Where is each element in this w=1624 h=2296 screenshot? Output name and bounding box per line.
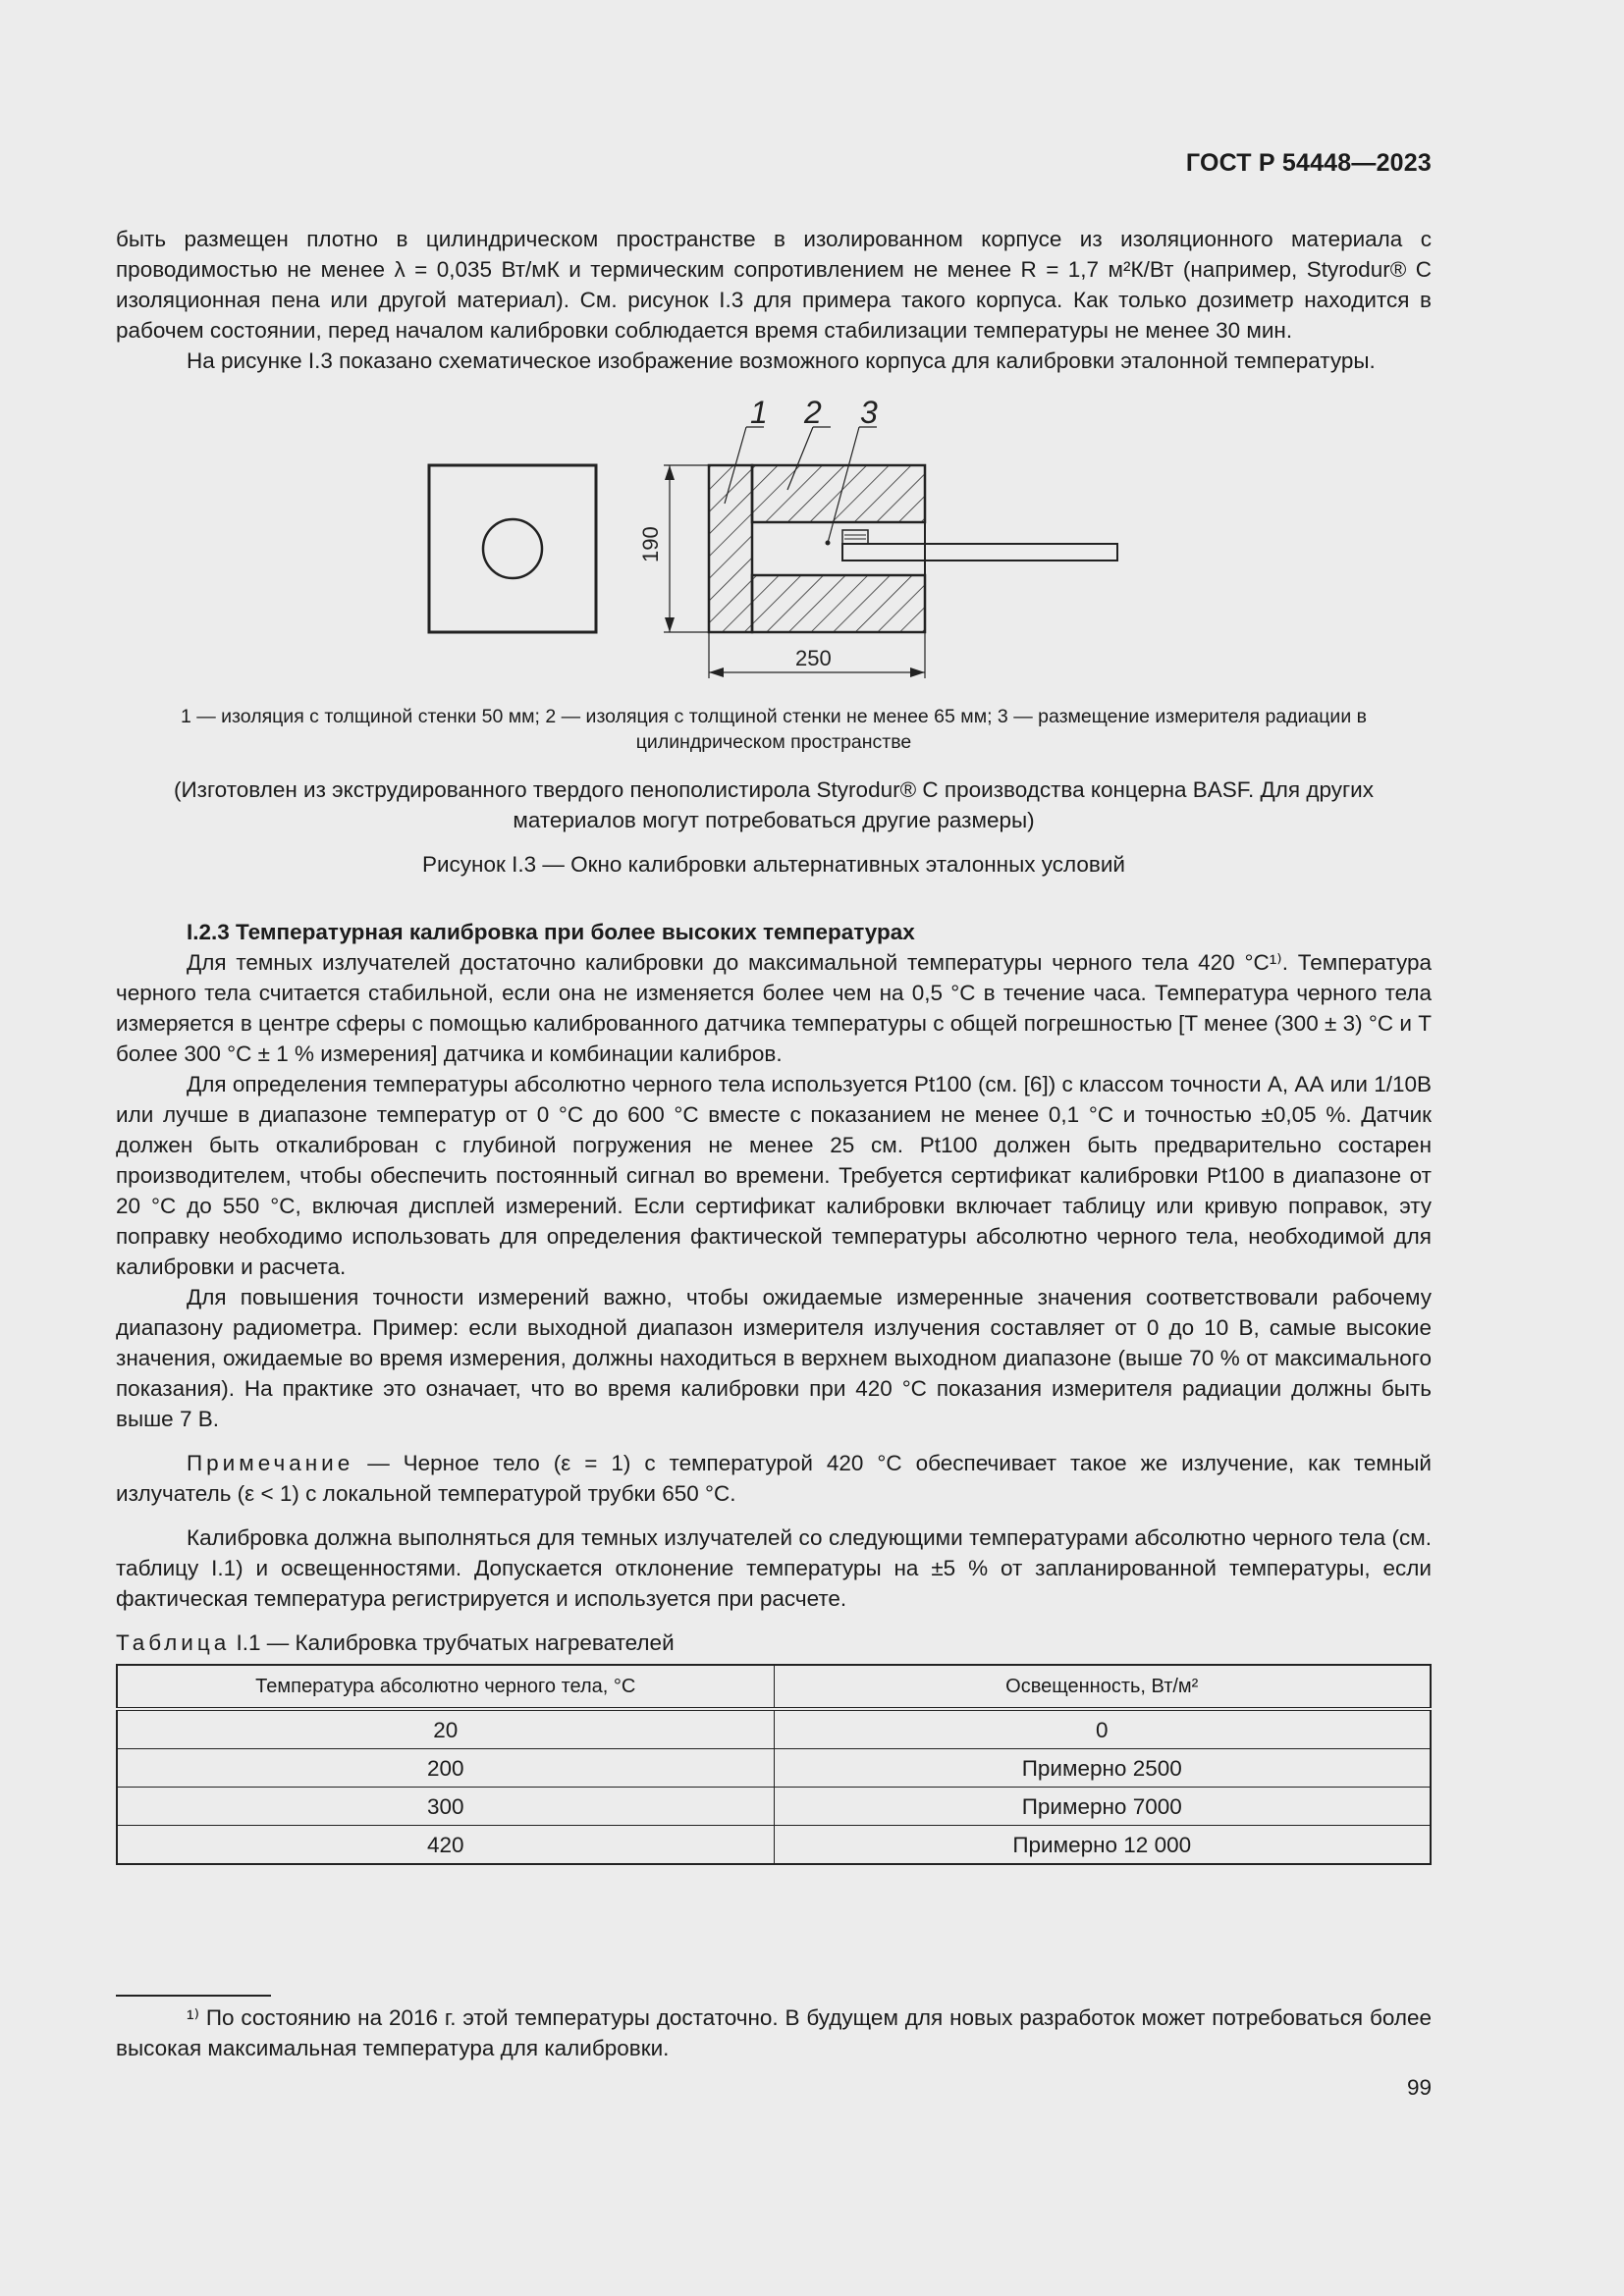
cell-irradiance: 0 <box>774 1709 1431 1749</box>
cylindrical-cavity <box>752 522 925 575</box>
standard-header: ГОСТ Р 54448—2023 <box>1185 149 1432 177</box>
figure-note: (Изготовлен из экструдированного твердого пенополистирола Styrodur® C производства концерна BASF. Для других материалов могут потребоваться другие размеры) <box>173 777 1375 832</box>
page-number: 99 <box>1406 2075 1432 2100</box>
cell-temperature: 200 <box>117 1749 774 1788</box>
table-title <box>116 1628 1432 1658</box>
header-temperature: Температура абсолютно черного тела, °С <box>117 1665 774 1709</box>
section-paragraph-3: Для повышения точности измерений важно, чтобы ожидаемые измеренные значения соответствовали рабочему диапазону радиометра. Пример: если выходной диапазон измерителя излучения составляет от 0 до 10 В, самые высокие значения, ожидаемые во время измерения, должны находиться в верхнем выходном диапазоне (выше 70 % от максимального показания). На практике это означает, что во время калибровки при 420 °С показания измерителя радиации должны быть выше 7 В. <box>116 1285 1432 1431</box>
figure-legend: 1 — изоляция с толщиной стенки 50 мм; 2 — изоляция с толщиной стенки не менее 65 мм; 3 — размещение измерителя радиации в цилиндрическом пространстве <box>180 706 1367 753</box>
cell-temperature: 300 <box>117 1788 774 1826</box>
header-irradiance: Освещенность, Вт/м² <box>774 1665 1431 1709</box>
table-row <box>117 1749 1431 1788</box>
calibration-table <box>116 1664 1432 1865</box>
footnote-rule <box>116 1995 271 1997</box>
insulation-wall-2-top <box>752 465 925 522</box>
footnote: ¹⁾ По состоянию на 2016 г. этой температуры достаточно. В будущем для новых разработок может потребоваться более высокая максимальная температура для калибровки. <box>116 2005 1432 2060</box>
table-row <box>117 1826 1431 1865</box>
table-title-label: Таблица <box>116 1630 231 1655</box>
insulation-wall-1 <box>709 465 752 632</box>
figure-i3 <box>116 394 1432 700</box>
table-row <box>117 1709 1431 1749</box>
cell-temperature: 420 <box>117 1826 774 1865</box>
page-content <box>116 224 1432 1865</box>
callout-2: 2 <box>804 395 822 430</box>
figure-caption: Рисунок I.3 — Окно калибровки альтернативных эталонных условий <box>421 852 1125 877</box>
cell-irradiance: Примерно 2500 <box>774 1749 1431 1788</box>
height-dimension-label: 190 <box>638 526 663 562</box>
sensor-rod <box>842 544 1117 561</box>
cell-temperature: 20 <box>117 1709 774 1749</box>
cell-irradiance: Примерно 12 000 <box>774 1826 1431 1865</box>
insulation-wall-2-bottom <box>752 575 925 632</box>
note <box>116 1448 1432 1509</box>
cell-irradiance: Примерно 7000 <box>774 1788 1431 1826</box>
note-label: Примечание <box>187 1451 354 1475</box>
paragraph-1: быть размещен плотно в цилиндрическом пространстве в изолированном корпусе из изоляционного материала с проводимостью не менее λ = 0,035 Вт/мК и термическим сопротивлением не менее R = 1,7 м²К/Вт (например, Styrodur® C изоляционная пена или другой материал). См. рисунок I.3 для примера такого корпуса. Как только дозиметр находится в рабочем состоянии, перед началом калибровки соблюдается время стабилизации температуры не менее 30 мин. <box>116 227 1432 343</box>
note-text: — Черное тело (ε = 1) с температурой 420 °С обеспечивает такое же излучение, как темный излучатель (ε < 1) с локальной температурой трубки 650 °С. <box>116 1451 1432 1506</box>
table-title-text: I.1 — Калибровка трубчатых нагревателей <box>230 1630 675 1655</box>
table-row <box>117 1788 1431 1826</box>
sensor-head <box>842 530 868 544</box>
table-header-row <box>117 1665 1431 1709</box>
enclosure-drawing <box>116 394 1432 700</box>
section-paragraph-1: Для темных излучателей достаточно калибровки до максимальной температуры черного тела 420 °С¹⁾. Температура черного тела считается стабильной, если она не изменяется более чем на 0,5 °С в течение часа. Температура черного тела измеряется в центре сферы с помощью калиброванного датчика температуры с общей погрешностью [T менее (300 ± 3) °С и T более 300 °С ± 1 % измерения] датчика и комбинации калибров. <box>116 950 1432 1066</box>
section-paragraph-4: Калибровка должна выполняться для темных излучателей со следующими температурами абсолютно черного тела (см. таблицу I.1) и освещенностями. Допускается отклонение температуры на ±5 % от запланированной температуры, если фактическая температура регистрируется и используется при расчете. <box>116 1525 1432 1611</box>
front-view-opening <box>483 519 542 578</box>
front-view-box <box>429 465 596 632</box>
width-dimension-label: 250 <box>795 646 832 670</box>
paragraph-2: На рисунке I.3 показано схематическое изображение возможного корпуса для калибровки эталонной температуры. <box>187 348 1376 373</box>
section-paragraph-2: Для определения температуры абсолютно черного тела используется Pt100 (см. [6]) с классом точности А, АА или 1/10В или лучше в диапазоне температур от 0 °С до 600 °С вместе с показанием не менее 0,1 °С и точностью ±0,05 %. Датчик должен быть откалиброван с глубиной погружения не менее 25 см. Pt100 должен быть предварительно состарен производителем, чтобы обеспечить постоянный сигнал во времени. Требуется сертификат калибровки Pt100 в диапазоне от 20 °С до 550 °С, включая дисплей измерений. Если сертификат калибровки включает таблицу или кривую поправок, эту поправку необходимо использовать для определения фактической температуры абсолютно черного тела, необходимой для калибровки и расчета. <box>116 1072 1432 1279</box>
section-title: I.2.3 Температурная калибровка при более высоких температурах <box>187 920 915 944</box>
callout-1: 1 <box>750 395 768 430</box>
callout-3: 3 <box>860 395 878 430</box>
